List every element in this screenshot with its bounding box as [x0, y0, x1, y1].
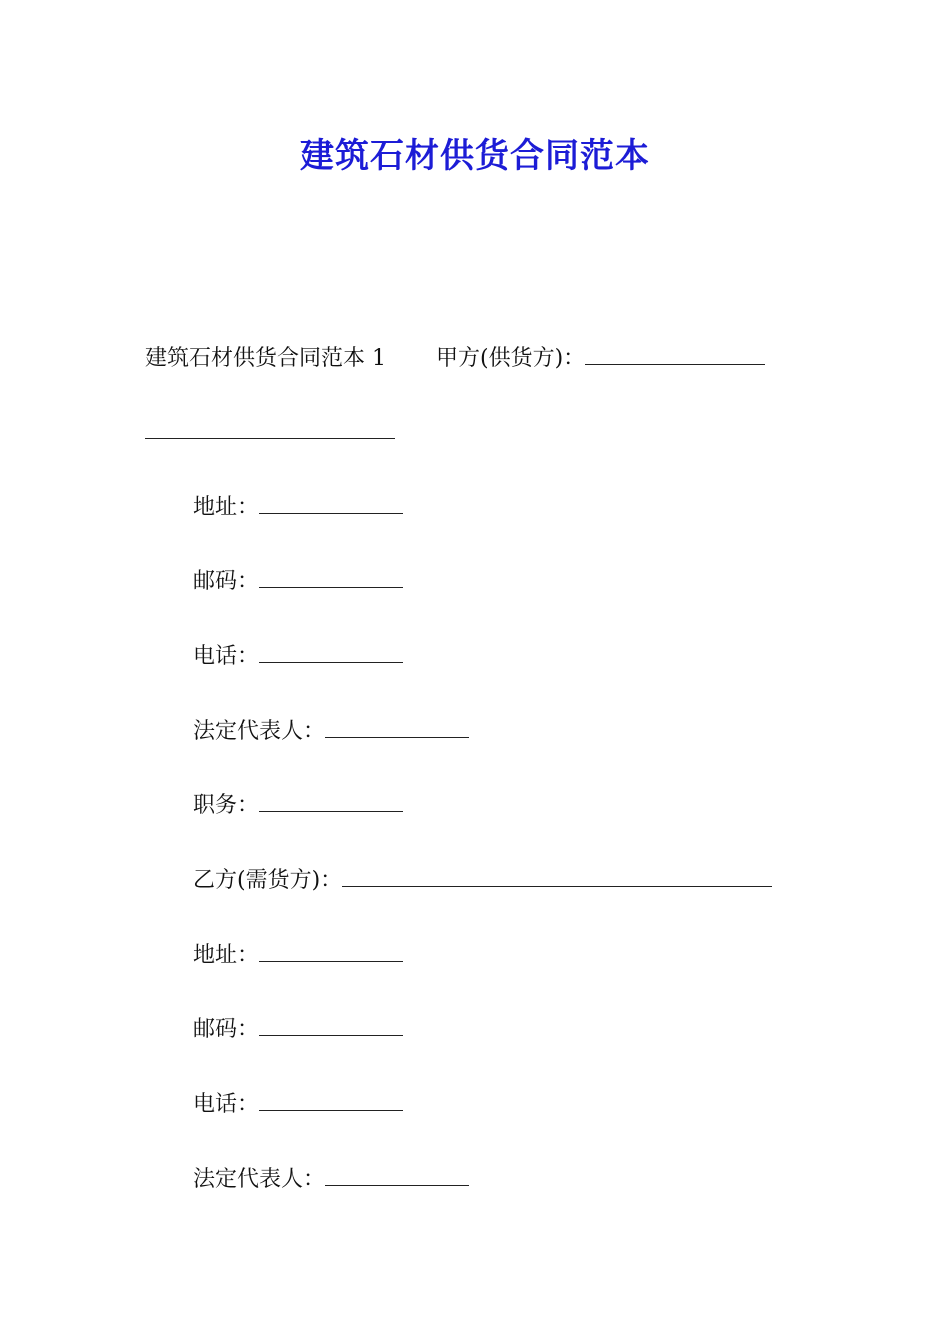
party-a-representative-label: 法定代表人： — [193, 719, 326, 744]
party-b-representative-label: 法定代表人： — [193, 1167, 326, 1192]
party-b-label: 乙方(需货方)： — [193, 868, 343, 893]
party-a-continuation — [145, 418, 395, 448]
party-a-postcode-line — [193, 567, 403, 597]
party-a-postcode-label: 邮码： — [193, 569, 260, 594]
document-title: 建筑石材供货合同范本 — [300, 136, 650, 176]
party-a-address-blank[interactable] — [259, 493, 403, 514]
party-b-blank[interactable] — [342, 866, 772, 887]
party-a-position-line — [193, 791, 403, 821]
party-a-phone-line — [193, 642, 403, 672]
party-b-postcode-line — [193, 1015, 403, 1045]
party-a-phone-label: 电话： — [193, 644, 260, 669]
party-b-phone-blank[interactable] — [259, 1090, 403, 1111]
party-b-line — [193, 866, 772, 896]
party-b-postcode-blank[interactable] — [259, 1015, 403, 1036]
party-a-postcode-blank[interactable] — [259, 567, 403, 588]
party-a-representative-line — [193, 717, 469, 747]
party-a-blank[interactable] — [585, 344, 765, 365]
party-b-address-line — [193, 941, 403, 971]
party-a-representative-blank[interactable] — [325, 717, 469, 738]
party-a-phone-blank[interactable] — [259, 642, 403, 663]
party-a-label: 甲方(供货方)： — [436, 346, 586, 371]
party-a-address-line — [193, 493, 403, 523]
party-b-representative-line — [193, 1165, 469, 1195]
party-b-address-blank[interactable] — [259, 941, 403, 962]
party-b-phone-label: 电话： — [193, 1092, 260, 1117]
party-a-position-blank[interactable] — [259, 791, 403, 812]
party-b-postcode-label: 邮码： — [193, 1017, 260, 1042]
party-a-blank-continued[interactable] — [145, 418, 395, 439]
party-a-position-label: 职务： — [193, 793, 260, 818]
party-b-representative-blank[interactable] — [325, 1165, 469, 1186]
party-b-phone-line — [193, 1090, 403, 1120]
party-a-address-label: 地址： — [193, 495, 260, 520]
party-b-address-label: 地址： — [193, 943, 260, 968]
intro-line — [145, 344, 765, 374]
intro-heading: 建筑石材供货合同范本 1 — [145, 346, 386, 371]
